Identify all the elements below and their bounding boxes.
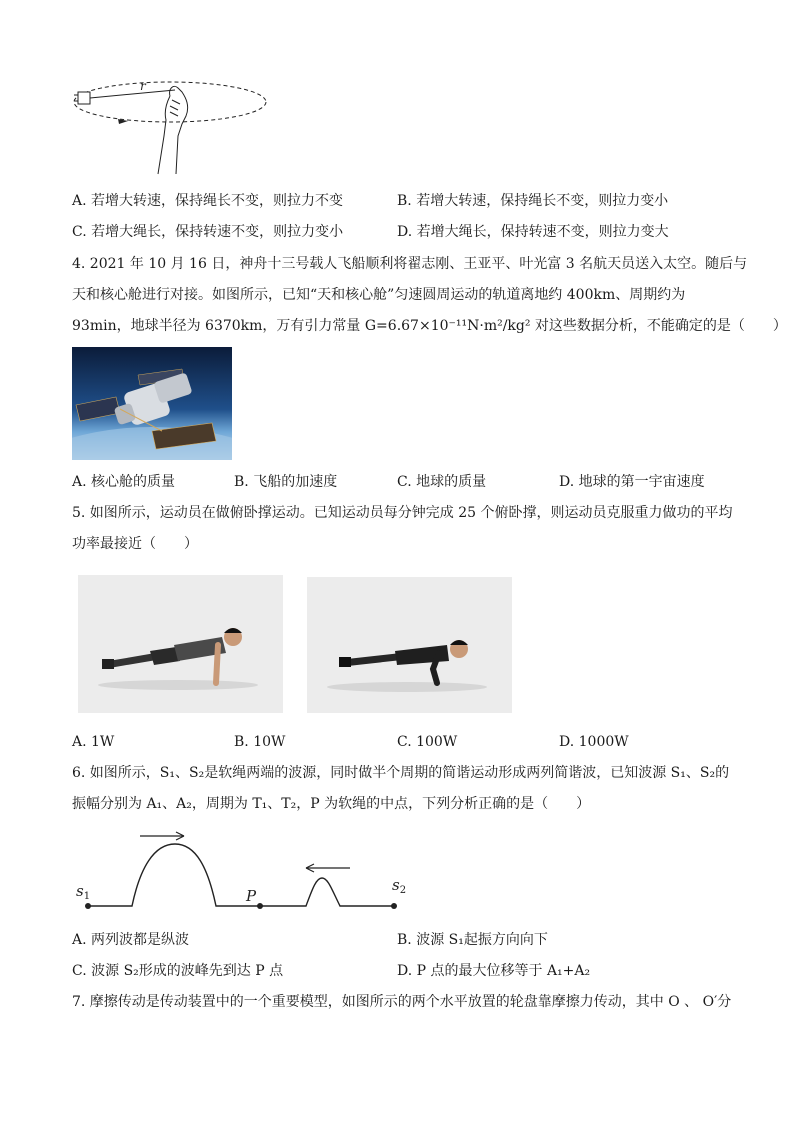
pushup-photo-up — [78, 575, 283, 713]
svg-text:s1 — [76, 882, 90, 902]
q6-stem-line1: 6. 如图所示，S₁、S₂是软绳两端的波源，同时做半个周期的简谐运动形成两列简谐波，已知波源 S₁、S₂的 — [72, 765, 730, 781]
q7-stem-line1: 7. 摩擦传动是传动装置中的一个重要模型，如图所示的两个水平放置的轮盘靠摩擦力传动，其中 O 、 O′分 — [72, 994, 732, 1010]
q4-stem-line2: 天和核心舱进行对接。如图所示，已知“天和核心舱”匀速圆周运动的轨道离地约 400km、周期约为 — [72, 287, 686, 303]
q5-stem-line2: 功率最接近（ ） — [72, 536, 198, 552]
q4-option-b[interactable]: B. 飞船的加速度 — [234, 474, 338, 490]
q3-option-d[interactable]: D. 若增大绳长，保持转速不变，则拉力变大 — [397, 224, 669, 240]
q4-option-d[interactable]: D. 地球的第一宇宙速度 — [559, 474, 705, 490]
q6-option-c[interactable]: C. 波源 S₂形成的波峰先到达 P 点 — [72, 963, 284, 979]
q6-option-b[interactable]: B. 波源 S₁起振方向向下 — [397, 932, 548, 948]
q6-option-a[interactable]: A. 两列波都是纵波 — [72, 932, 190, 948]
pushup-photo-down — [307, 577, 512, 713]
q4-option-c[interactable]: C. 地球的质量 — [397, 474, 487, 490]
q6-stem-line2: 振幅分别为 A₁、A₂，周期为 T₁、T₂，P 为软绳的中点，下列分析正确的是（ ） — [72, 796, 591, 812]
label-p: P — [246, 887, 257, 905]
label-s2: s — [392, 876, 400, 894]
q3-option-b[interactable]: B. 若增大转速，保持绳长不变，则拉力变小 — [397, 193, 669, 209]
space-station-photo — [72, 347, 232, 460]
label-s1-sub: 1 — [83, 891, 91, 902]
label-r: r — [140, 79, 146, 93]
q4-stem-line3: 93min，地球半径为 6370km，万有引力常量 G=6.67×10⁻¹¹N·m²/kg² 对这些数据分析，不能确定的是（ ） — [72, 318, 787, 334]
q4-option-a[interactable]: A. 核心舱的质量 — [72, 474, 176, 490]
q6-option-d[interactable]: D. P 点的最大位移等于 A₁+A₂ — [397, 963, 591, 979]
q5-stem-line1: 5. 如图所示，运动员在做俯卧撑运动。已知运动员每分钟完成 25 个俯卧撑，则运动员克服重力做功的平均 — [72, 505, 733, 521]
q5-option-c[interactable]: C. 100W — [397, 734, 458, 750]
q4-stem-line1: 4. 2021 年 10 月 16 日，神舟十三号载人飞船顺利将翟志刚、王亚平、叶光富 3 名航天员送入太空。随后与 — [72, 256, 748, 272]
q5-option-d[interactable]: D. 1000W — [559, 734, 629, 750]
label-s1: s — [76, 882, 84, 900]
q5-option-a[interactable]: A. 1W — [72, 734, 115, 750]
svg-text:s2 — [392, 876, 406, 896]
label-s2-sub: 2 — [399, 885, 407, 896]
rotation-figure — [70, 78, 270, 178]
q3-option-a[interactable]: A. 若增大转速，保持绳长不变，则拉力不变 — [72, 193, 344, 209]
q5-option-b[interactable]: B. 10W — [234, 734, 286, 750]
wave-figure — [70, 828, 420, 920]
q3-option-c[interactable]: C. 若增大绳长，保持转速不变，则拉力变小 — [72, 224, 344, 240]
